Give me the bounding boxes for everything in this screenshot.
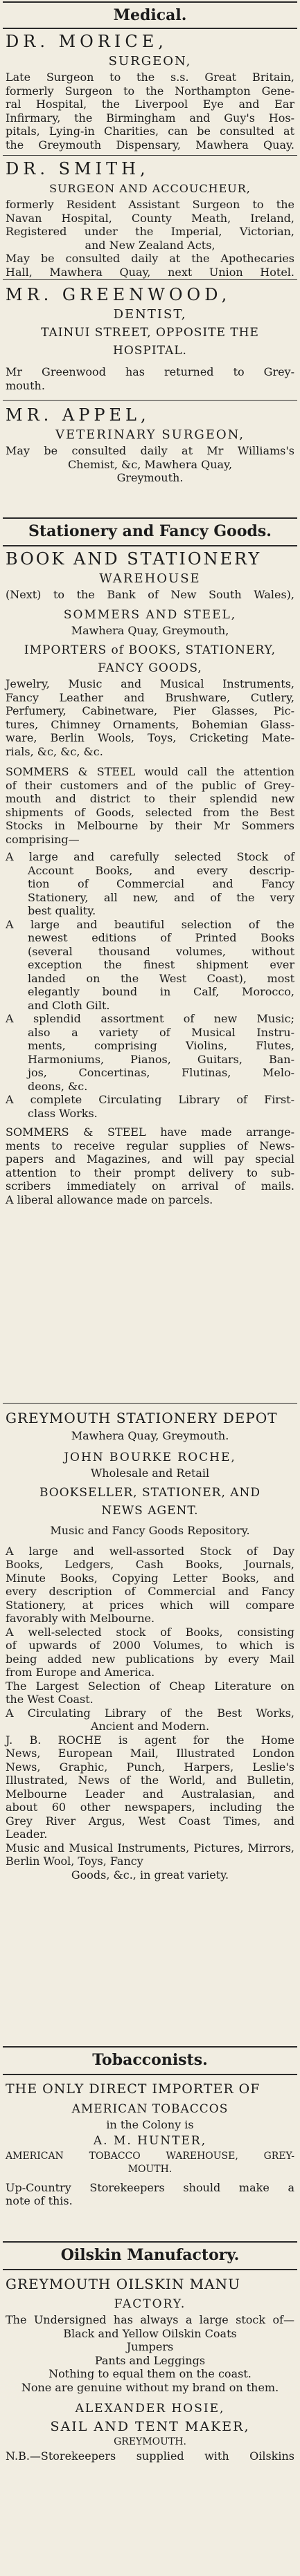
ad-line: The Undersigned has always a large stock of—: [6, 2313, 294, 2326]
ad-line: Fancy Leather and Brushware, Cutlery,: [6, 690, 294, 704]
ad-line: Infirmary, the Birmingham and Guy's Hos-: [6, 111, 294, 125]
list-item: Jumpers: [126, 2340, 174, 2353]
list-item: Harmoniums, Pianos, Guitars, Ban-: [28, 1052, 294, 1066]
list-item: deons, &c.: [28, 1079, 88, 1093]
ad-line: scribers immediately on arrival of mails.: [6, 1179, 294, 1193]
ad-heading: THE ONLY DIRECT IMPORTER OF: [6, 2081, 261, 2097]
ad-line: Illustrated, News of the World, and Bulletin,: [6, 1774, 294, 1787]
ad-address: TAINUI STREET, OPPOSITE THE: [41, 326, 259, 340]
ad-line: from Europe and America.: [6, 1666, 155, 1679]
ad-line: Perfumery, Cabinetware, Pier Glasses, Pic-: [6, 704, 294, 717]
ad-greenwood: [0, 284, 300, 392]
ad-title: SURGEON,: [108, 54, 192, 68]
list-item: class Works.: [28, 1106, 98, 1120]
ad-line: the West Coast.: [6, 1693, 94, 1706]
ad-heading-cont: FACTORY.: [114, 2297, 186, 2311]
list-item: landed on the West Coast), most: [28, 971, 294, 985]
ad-heading-cont: WAREHOUSE: [99, 571, 201, 586]
ad-line: ware, Berlin Wools, Toys, Cricketing Mate-: [6, 731, 294, 744]
list-item: (several thousand volumes, without: [28, 944, 294, 958]
ad-separator: [3, 279, 297, 280]
section-rule: [3, 28, 297, 29]
ad-line: formerly Resident Assistant Surgeon to the: [6, 198, 294, 211]
ad-line: A liberal allowance made on parcels.: [6, 1193, 213, 1206]
ad-hunter: [0, 2078, 300, 2208]
ad-line: Mr Greenwood has returned to Grey-: [6, 365, 294, 378]
list-item: exception the finest shipment ever: [28, 958, 294, 971]
ad-line: Navan Hospital, County Meath, Ireland,: [6, 211, 294, 225]
ad-line: May be consulted daily at Mr Williams's: [6, 444, 294, 457]
ad-line: News, Graphic, Punch, Harpers, Leslie's: [6, 1760, 294, 1774]
ad-line: A well-selected stock of Books, consisting: [6, 1625, 294, 1639]
list-item: A large and carefully selected Stock of: [6, 850, 294, 863]
ad-line: mouth and district to their splendid new: [6, 792, 294, 805]
ad-line: tures, Chimney Ornaments, Bohemian Glass-: [6, 717, 294, 731]
ad-firm: MOUTH.: [127, 2164, 173, 2175]
ad-line: comprising—: [6, 832, 80, 846]
list-item: A splendid assortment of new Music;: [6, 1012, 294, 1025]
ad-line: mouth.: [6, 378, 45, 392]
ad-line: Goods, &c., in great variety.: [71, 1868, 229, 1882]
ad-title: NEWS AGENT.: [101, 1504, 199, 1518]
ad-line: of upwards of 2000 Volumes, to which is: [6, 1639, 294, 1652]
ad-line: Stocks in Melbourne by their Mr Sommers: [6, 819, 294, 832]
ad-address: Mawhera Quay, Greymouth,: [71, 623, 229, 637]
ad-importers: IMPORTERS of BOOKS, STATIONERY,: [24, 643, 276, 657]
ad-line: about 60 other newspapers, including the: [6, 1801, 294, 1814]
top-rule: [3, 1, 297, 3]
section-rule: [3, 517, 297, 519]
ad-heading: GREYMOUTH OILSKIN MANU: [6, 2276, 240, 2292]
ad-separator: [3, 1403, 297, 1404]
ad-line: Minute Books, Copying Letter Books, and: [6, 1571, 294, 1585]
ad-line: N.B.—Storekeepers supplied with Oilskins: [6, 2449, 294, 2463]
ad-title: SAIL AND TENT MAKER,: [50, 2419, 250, 2434]
ad-owner: JOHN BOURKE ROCHE,: [64, 1450, 236, 1464]
ad-line: News, European Mail, Illustrated London: [6, 1747, 294, 1760]
list-item: newest editions of Printed Books: [28, 931, 294, 944]
ad-oilskin: [0, 2273, 300, 2463]
ad-firm: SOMMERS AND STEEL,: [63, 607, 237, 622]
ad-line: pitals, Lying-in Charities, can be consulted at: [6, 125, 294, 138]
ad-line: A Circulating Library of the Best Works,: [6, 1706, 294, 1720]
section-rule: [3, 545, 297, 546]
ad-line: Stationery, at prices which will compare: [6, 1598, 294, 1612]
ad-heading-cont: AMERICAN TOBACCOS: [71, 2102, 229, 2116]
ad-separator: [3, 400, 297, 401]
ad-appel: [0, 404, 300, 485]
ad-warehouse: [0, 548, 300, 1206]
ad-line: rials, &c, &c, &c.: [6, 744, 103, 758]
ad-line: A large and well-assorted Stock of Day: [6, 1544, 294, 1558]
ad-line: (Next) to the Bank of New South Wales),: [6, 588, 294, 601]
ad-line: shipments of Goods, selected from the Best: [6, 805, 294, 819]
ad-firm: AMERICAN TOBACCO WAREHOUSE, GREY-: [6, 2150, 294, 2162]
ad-heading: BOOK AND STATIONERY: [6, 549, 262, 569]
ad-line: Music and Fancy Goods Repository.: [50, 1524, 250, 1537]
ad-line: Registered under the Imperial, Victorian,: [6, 225, 294, 238]
ad-line: and New Zealand Acts,: [85, 238, 215, 252]
ad-line: note of this.: [6, 2194, 73, 2207]
ad-line: Greymouth.: [116, 471, 184, 484]
ad-line: Late Surgeon to the s.s. Great Britain,: [6, 71, 294, 84]
ad-line: SOMMERS & STEEL have made arrange-: [6, 1125, 294, 1139]
ad-line: Jewelry, Music and Musical Instruments,: [6, 677, 294, 690]
list-item: and Cloth Gilt.: [28, 998, 110, 1012]
ad-line: Books, Ledgers, Cash Books, Journals,: [6, 1558, 294, 1571]
list-item: Account Books, and every descrip-: [28, 863, 294, 877]
ad-line: May be consulted daily at the Apothecaries: [6, 252, 294, 265]
ad-line: SOMMERS & STEEL would call the attention: [6, 765, 294, 778]
section-heading-medical: Medical.: [113, 6, 187, 24]
ad-line: in the Colony is: [106, 2118, 194, 2131]
ad-heading: MR. GREENWOOD,: [6, 285, 231, 304]
ad-line: Hall, Mawhera Quay, next Union Hotel.: [6, 265, 294, 279]
ad-heading: DR. MORICE,: [6, 32, 168, 51]
list-item: best quality.: [28, 904, 96, 917]
ad-address: HOSPITAL.: [113, 344, 187, 358]
ad-heading: MR. APPEL,: [6, 405, 150, 425]
ad-line: Leader.: [6, 1828, 48, 1841]
ad-title: VETERINARY SURGEON,: [55, 427, 245, 442]
ad-line: Music and Musical Instruments, Pictures, Mirrors, Berlin Wool, Toys, Fancy: [6, 1841, 294, 1868]
ad-line: Ancient and Modern.: [90, 1720, 210, 1733]
section-heading-oilskin: Oilskin Manufactory.: [60, 2246, 240, 2264]
ad-title: SURGEON AND ACCOUCHEUR,: [49, 182, 251, 195]
ad-owner: ALEXANDER HOSIE,: [75, 2402, 225, 2416]
ad-line: The Largest Selection of Cheap Literature on: [6, 1679, 294, 1693]
list-item: ments, comprising Violins, Flutes,: [28, 1039, 294, 1052]
ad-line: every description of Commercial and Fancy: [6, 1585, 294, 1598]
list-item: Pants and Leggings: [94, 2353, 206, 2367]
ad-name: A. M. HUNTER,: [93, 2133, 207, 2148]
list-item: Black and Yellow Oilskin Coats: [63, 2326, 237, 2340]
section-heading-stationery: Stationery and Fancy Goods.: [28, 522, 272, 540]
ad-trade: Wholesale and Retail: [90, 1466, 210, 1480]
list-item: Stationery, all new, and of the very: [28, 890, 294, 904]
ad-heading: GREYMOUTH STATIONERY DEPOT: [6, 1410, 278, 1426]
list-item: jos, Concertinas, Flutinas, Melo-: [28, 1066, 294, 1079]
ad-line: papers and Magazines, and will pay special: [6, 1152, 294, 1166]
ad-town: GREYMOUTH.: [114, 2436, 186, 2447]
list-item: Nothing to equal them on the coast.: [48, 2367, 252, 2380]
section-rule: [3, 2046, 297, 2048]
ad-line: Grey River Argus, West Coast Times, and: [6, 1814, 294, 1828]
ad-smith: [0, 158, 300, 279]
ad-morice: [0, 30, 300, 151]
ad-line: being added new publications by every Mail: [6, 1652, 294, 1666]
section-rule: [3, 2241, 297, 2243]
list-item: A large and beautiful selection of the: [6, 917, 294, 931]
list-item: A complete Circulating Library of First-: [6, 1093, 294, 1106]
ad-line: the Greymouth Dispensary, Mawhera Quay.: [6, 138, 294, 151]
ad-depot: [0, 1407, 300, 1882]
ad-line: J. B. ROCHE is agent for the Home: [6, 1733, 294, 1747]
ad-line: favorably with Melbourne.: [6, 1612, 155, 1625]
section-heading-tobacconists: Tobacconists.: [92, 2051, 208, 2069]
ad-separator: [3, 155, 297, 156]
ad-line: attention to their prompt delivery to sub-: [6, 1166, 294, 1179]
ad-line: Chemist, &c, Mawhera Quay,: [67, 457, 233, 471]
ad-address: Mawhera Quay, Greymouth.: [71, 1429, 229, 1442]
section-rule: [3, 2269, 297, 2270]
ad-line: formerly Surgeon to the Northampton Gene-: [6, 84, 294, 98]
list-item: elegantly bound in Calf, Morocco,: [28, 985, 294, 998]
ad-line: ments to receive regular supplies of News-: [6, 1139, 294, 1152]
ad-title: DENTIST,: [113, 307, 187, 322]
list-item: tion of Commercial and Fancy: [28, 877, 294, 890]
ad-title: BOOKSELLER, STATIONER, AND: [39, 1486, 261, 1500]
ad-importers: FANCY GOODS,: [98, 661, 202, 675]
section-rule: [3, 2074, 297, 2075]
ad-heading: DR. SMITH,: [6, 159, 150, 178]
ad-line: ral Hospital, the Liverpool Eye and Ear: [6, 98, 294, 111]
ad-line: of their customers and of the public of Grey-: [6, 778, 294, 792]
list-item: None are genuine without my brand on them.: [21, 2380, 279, 2394]
ad-line: Melbourne Leader and Australasian, and: [6, 1787, 294, 1801]
ad-line: Up-Country Storekeepers should make a: [6, 2180, 294, 2194]
list-item: also a variety of Musical Instru-: [28, 1025, 294, 1039]
